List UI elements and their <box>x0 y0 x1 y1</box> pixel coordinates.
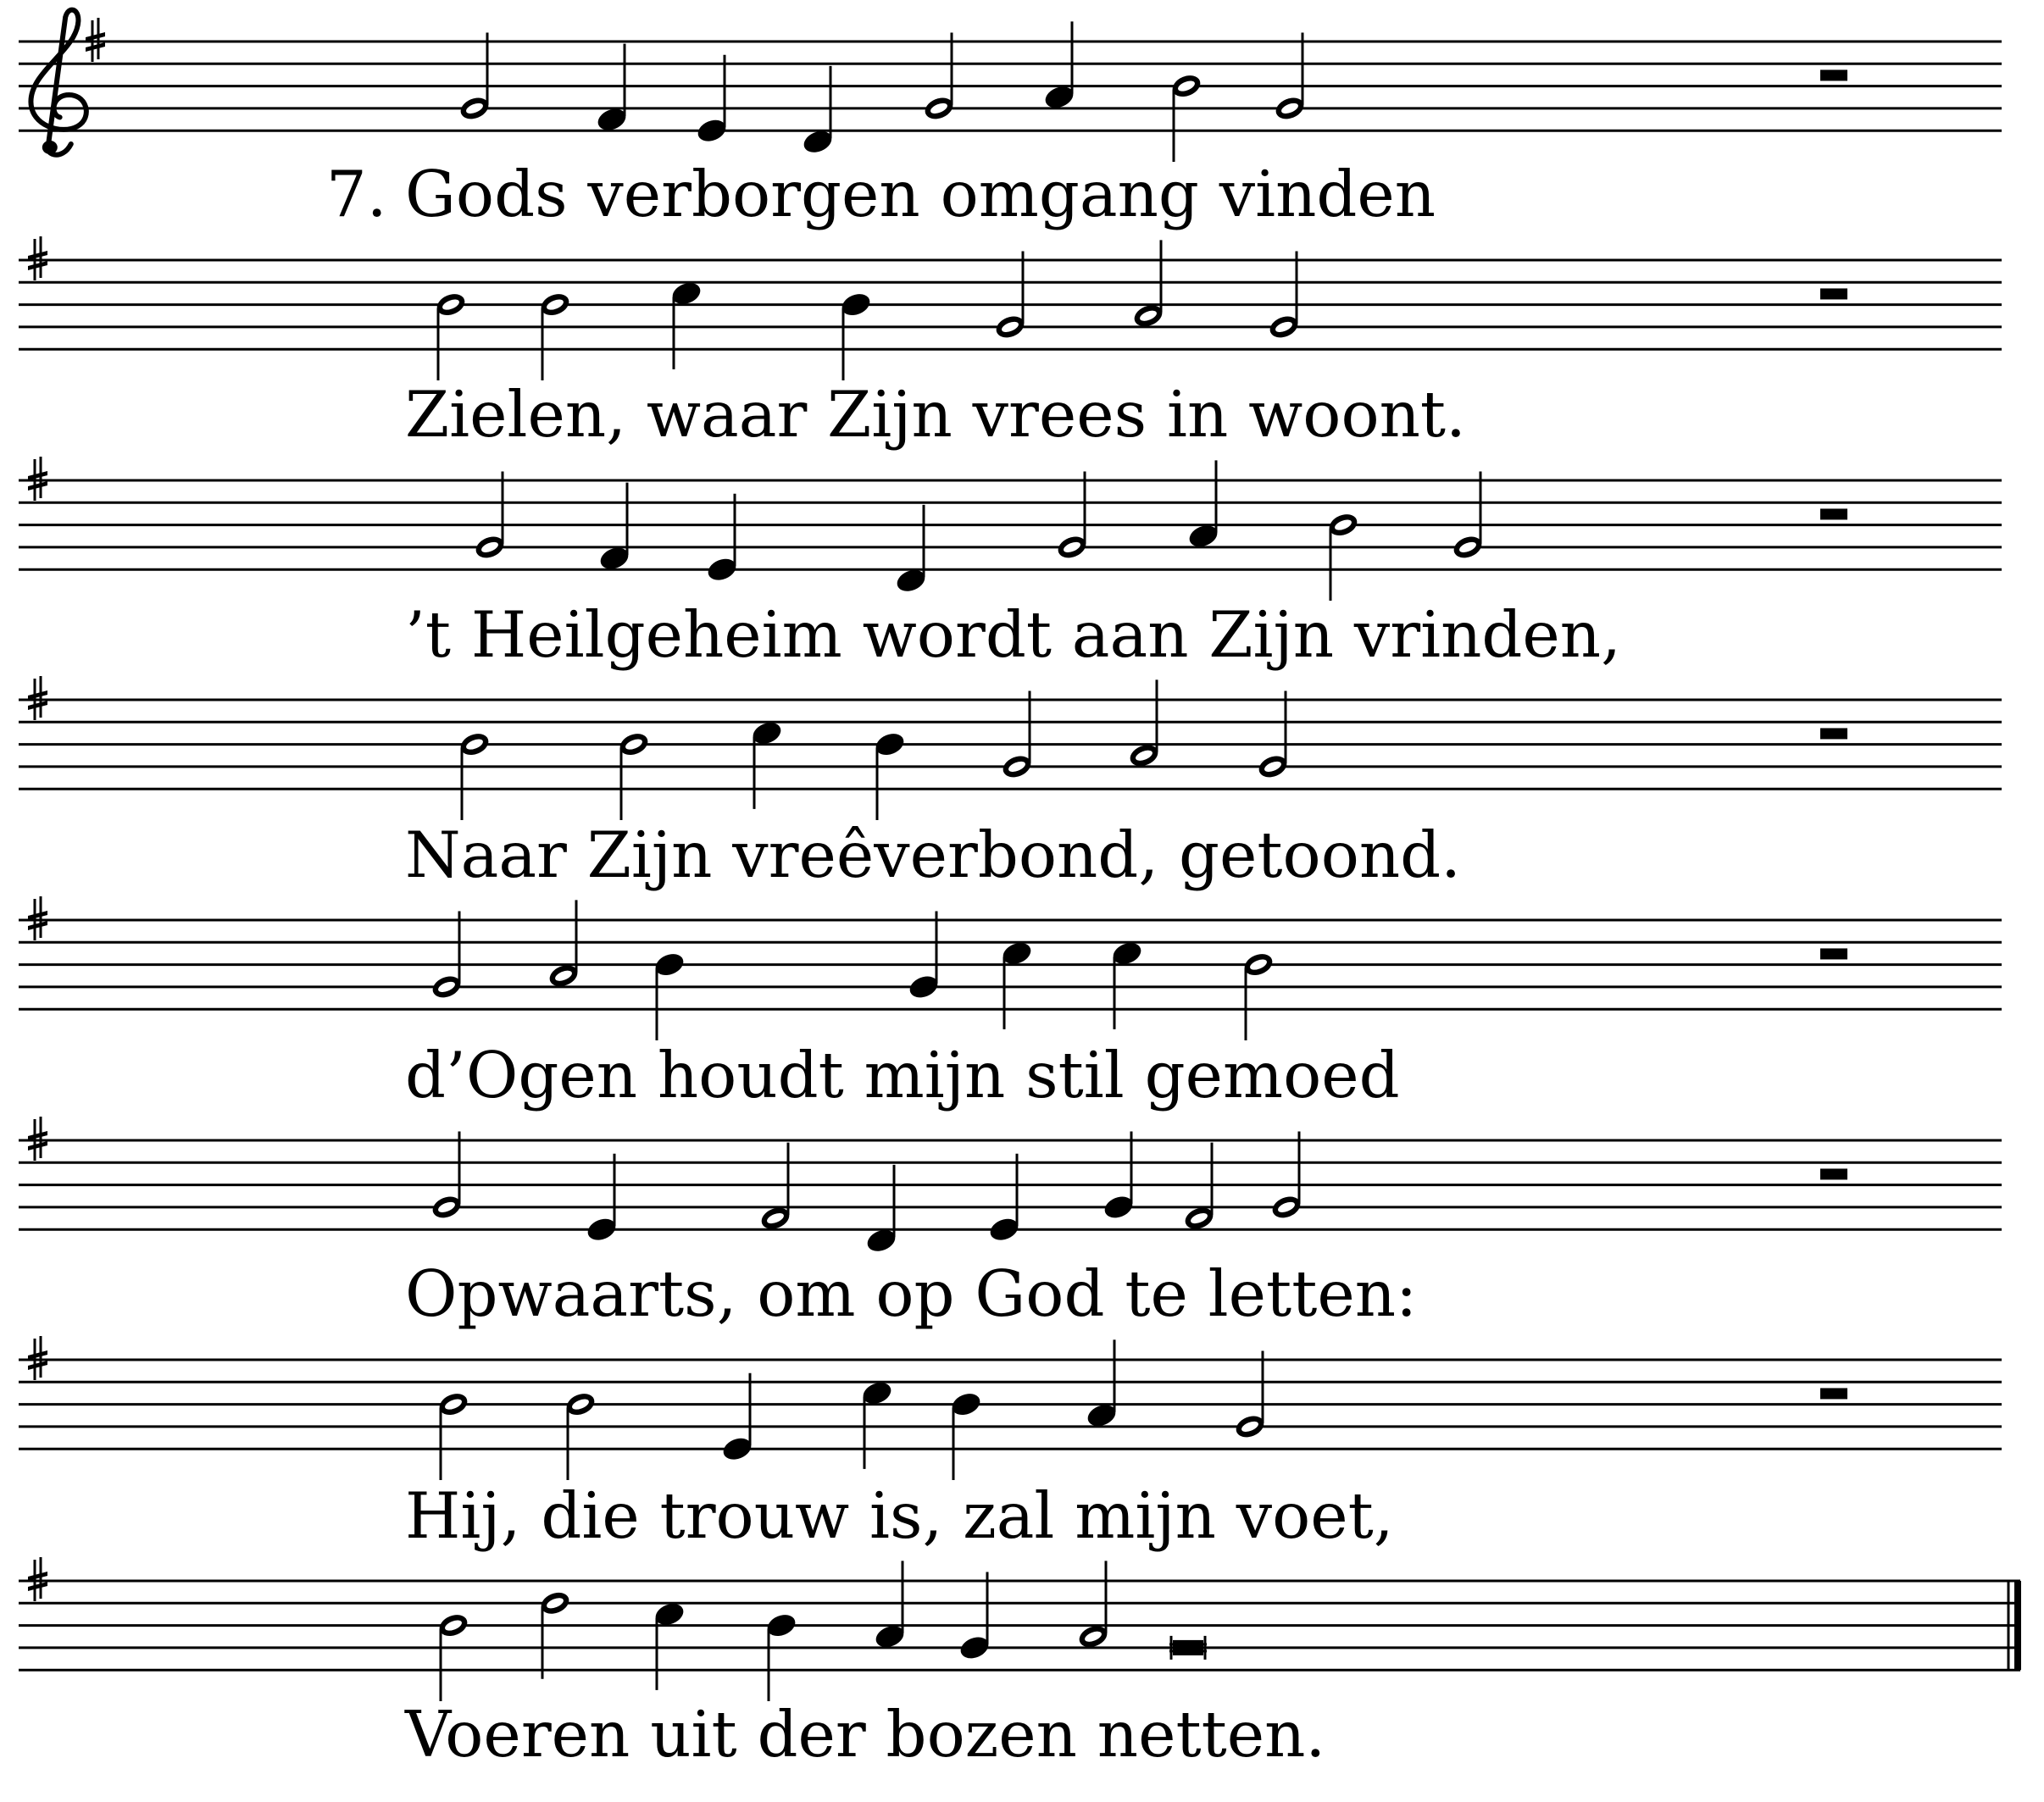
lyric-line: Zielen, waar Zijn vrees in woont. <box>405 377 1466 452</box>
lyric-line: Opwaarts, om op God te letten: <box>405 1256 1418 1331</box>
key-signature-sharp-icon <box>28 457 47 501</box>
half-rest-icon <box>1820 1388 1847 1399</box>
lyric-line: ’t Heilgeheim wordt aan Zijn vrinden, <box>405 597 1621 672</box>
lyric-line: Hij, die trouw is, zal mijn voet, <box>405 1478 1394 1553</box>
half-rest-icon <box>1820 288 1847 299</box>
half-rest-icon <box>1820 728 1847 739</box>
final-note-breve <box>1173 1640 1203 1655</box>
lyric-line: Naar Zijn vreêverbond, getoond. <box>405 818 1461 892</box>
lyric-line: Gods verborgen omgang vinden <box>405 157 1436 231</box>
key-signature-sharp-icon <box>28 236 47 280</box>
treble-clef-icon <box>31 10 86 155</box>
key-signature-sharp-icon <box>28 896 47 940</box>
half-rest-icon <box>1820 1168 1847 1179</box>
key-signature-sharp-icon <box>28 1117 47 1161</box>
verse-number: 7. <box>326 157 387 231</box>
half-rest-icon <box>1820 69 1847 80</box>
key-signature-sharp-icon <box>28 676 47 720</box>
half-rest-icon <box>1820 508 1847 519</box>
lyric-line: d’Ogen houdt mijn stil gemoed <box>405 1038 1400 1112</box>
key-signature-sharp-icon <box>28 1557 47 1601</box>
key-signature-sharp-icon <box>86 18 105 62</box>
half-rest-icon <box>1820 948 1847 959</box>
key-signature-sharp-icon <box>28 1336 47 1380</box>
lyric-line: Voeren uit der bozen netten. <box>405 1697 1326 1772</box>
